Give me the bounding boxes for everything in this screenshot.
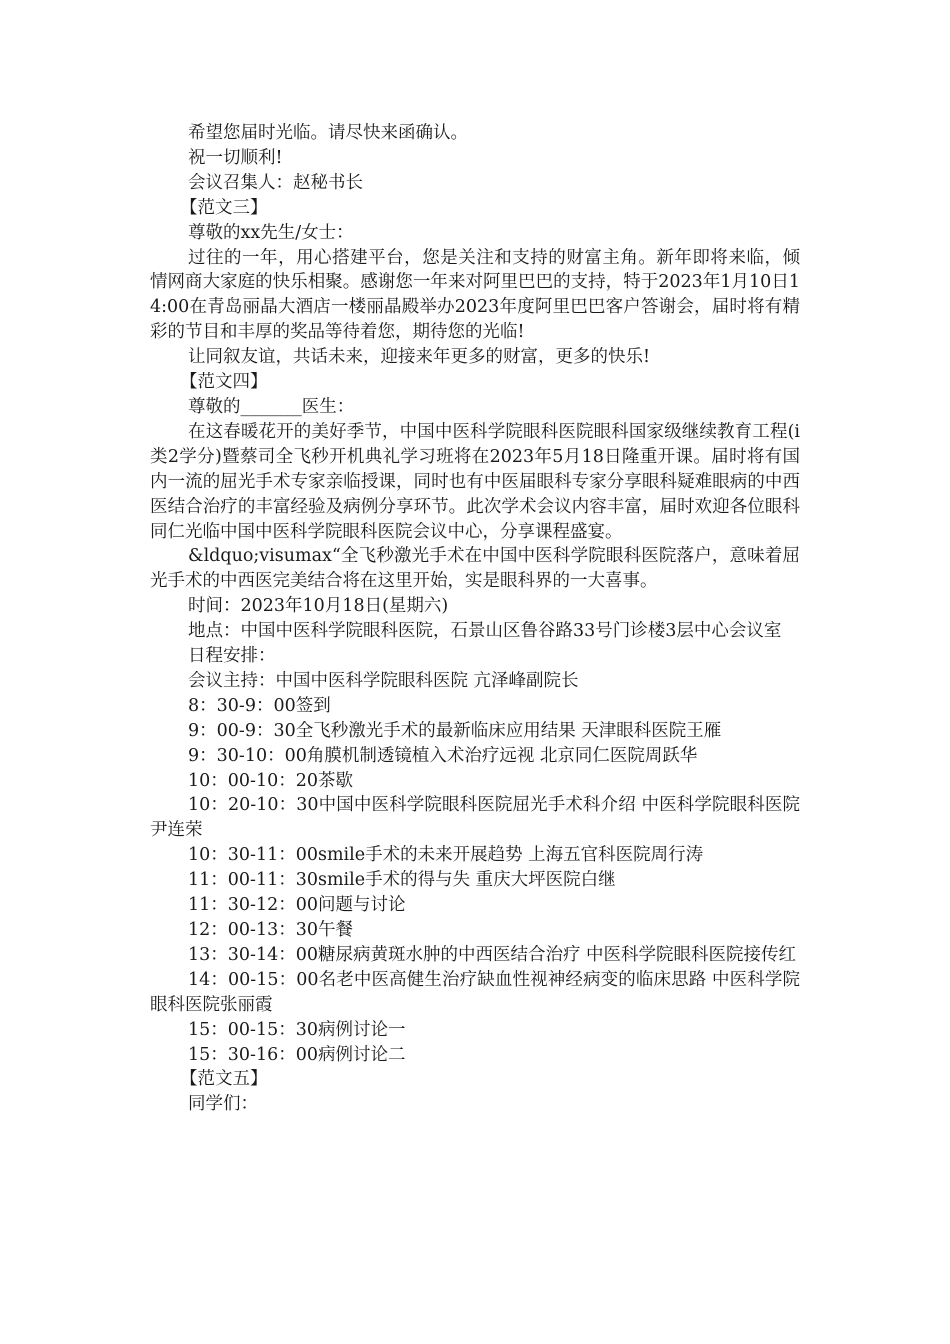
section-heading: 【范文五】 [180, 1069, 268, 1090]
section-heading: 【范文四】 [180, 372, 268, 393]
schedule-item: 13：30-14：00糖尿病黄斑水肿的中西医结合治疗 中医科学院眼科医院接传红 [188, 944, 797, 965]
schedule-item: 10：30-11：00smile手术的未来开展趋势 上海五官科医院周行涛 [188, 845, 704, 866]
schedule-item: 12：00-13：30午餐 [188, 920, 353, 940]
schedule-item: 15：00-15：30病例讨论一 [188, 1019, 406, 1040]
schedule-item: 14：00-15：00名老中医高健生治疗缺血性视神经病变的临床思路 中医科学院眼科医院张丽霞 [150, 969, 800, 1015]
paragraph: 希望您届时光临。请尽快来函确认。 [188, 123, 468, 143]
schedule-item: 10：00-10：20茶歇 [188, 770, 353, 791]
paragraph: 在这春暖花开的美好季节，中国中医科学院眼科医院眼科国家级继续教育工程(i类2学分)暨蔡司全飞秒开机典礼学习班将在2023年5月18日隆重开课。届时将有国内一流的屈光手术专家亲临授课，同时也有中医届眼科专家分享眼科疑难眼病的中西医结合治疗的丰富经验及病例分享环节。此次学术会议内容丰富，届时欢迎各位眼科同仁光临中国中医科学院眼科医院会议中心，分享课程盛宴。 [150, 421, 800, 542]
paragraph: 地点：中国中医科学院眼科医院，石景山区鲁谷路33号门诊楼3层中心会议室 [188, 621, 782, 642]
paragraph: 会议召集人：赵秘书长 [188, 172, 363, 193]
schedule-item: 15：30-16：00病例讨论二 [188, 1044, 406, 1065]
paragraph: &ldquo;visumax“全飞秒激光手术在中国中医科学院眼科医院落户，意味着屈光手术的中西医完美结合将在这里开始，实是眼科界的一大喜事。 [150, 546, 800, 592]
paragraph: 日程安排： [188, 646, 276, 667]
paragraph: 会议主持：中国中医科学院眼科医院 亢泽峰副院长 [188, 670, 579, 691]
section-heading: 【范文三】 [180, 197, 268, 218]
paragraph: 尊敬的xx先生/女士： [188, 222, 354, 243]
paragraph: 让同叙友谊，共话未来，迎接来年更多的财富，更多的快乐! [188, 347, 651, 368]
schedule-item: 8：30-9：00签到 [188, 695, 331, 716]
paragraph: 同学们： [188, 1094, 258, 1115]
document-page [150, 121, 800, 1117]
schedule-item: 9：30-10：00角膜机制透镜植入术治疗远视 北京同仁医院周跃华 [188, 745, 698, 766]
paragraph: 祝一切顺利! [188, 147, 283, 168]
paragraph: 尊敬的_______医生： [188, 396, 355, 417]
paragraph: 过往的一年，用心搭建平台，您是关注和支持的财富主角。新年即将来临，倾情网商大家庭的快乐相聚。感谢您一年来对阿里巴巴的支持，特于2023年1月10日14:00在青岛丽晶大酒店一楼丽晶殿举办2023年度阿里巴巴客户答谢会，届时将有精彩的节目和丰厚的奖品等待着您，期待您的光临! [150, 247, 800, 343]
schedule-item: 11：30-12：00问题与讨论 [188, 895, 406, 916]
schedule-item: 10：20-10：30中国中医科学院眼科医院屈光手术科介绍 中医科学院眼科医院尹连荣 [150, 795, 800, 841]
schedule-item: 9：00-9：30全飞秒激光手术的最新临床应用结果 天津眼科医院王雁 [188, 720, 722, 741]
paragraph: 时间：2023年10月18日(星期六) [188, 596, 449, 617]
schedule-item: 11：00-11：30smile手术的得与失 重庆大坪医院白继 [188, 870, 616, 891]
